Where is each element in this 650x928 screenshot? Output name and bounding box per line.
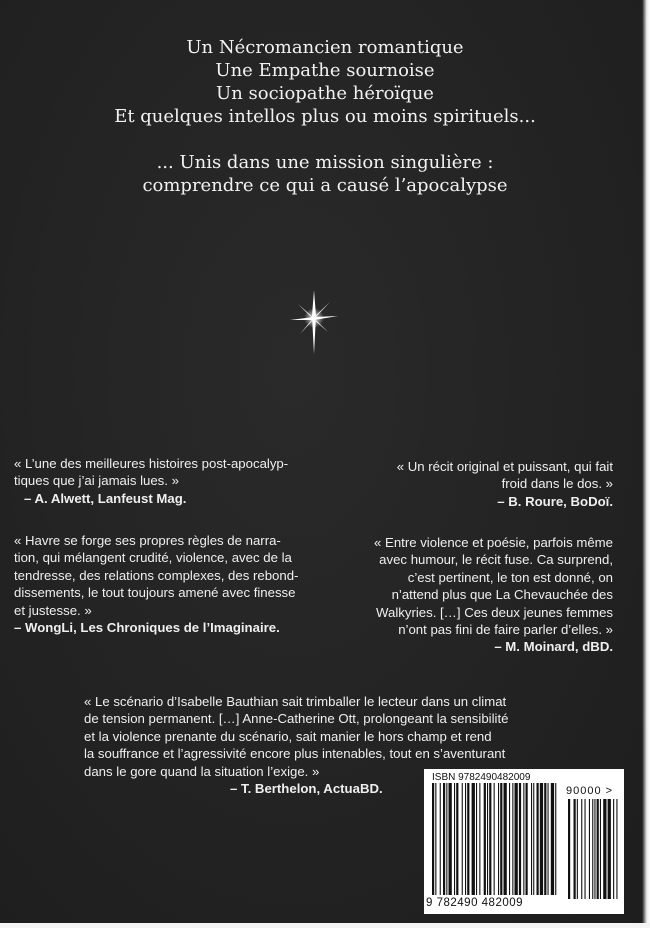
quote-line: n’ont pas fini de faire parler d’elles. »: [398, 622, 613, 638]
barcode-addon: 90000 >: [566, 785, 614, 797]
mission-line: comprendre ce qui a causé l’apocalypse: [142, 175, 508, 196]
quote-line: Walkyries. […] Ces deux jeunes femmes: [376, 604, 613, 620]
review-quote: [328, 534, 613, 656]
intro-line: Un sociopathe héroïque: [216, 83, 434, 104]
quote-line: c’est pertinent, le ton est donné, on: [407, 569, 613, 585]
intro-line: Un Nécromancien romantique: [186, 37, 464, 58]
quote-line: dans le gore quand la situation l’exige. »: [84, 763, 320, 779]
quote-line: de tension permanent. […] Anne-Catherine Ott, prolongeant la sensibilité: [84, 711, 509, 727]
page-edge: [642, 0, 650, 928]
quote-line: « Havre se forge ses propres règles de narra-: [14, 533, 281, 548]
barcode-digits: 9 782490 482009: [426, 897, 524, 909]
quote-line: tion, qui mélangent crudité, violence, avec de la: [14, 550, 292, 566]
review-quote: [14, 455, 344, 507]
spacer: [0, 128, 650, 151]
page-edge: [0, 923, 650, 928]
quote-line: dissements, le tout toujours amené avec finesse: [14, 585, 296, 601]
quote-attribution: – T. Berthelon, ActuaBD.: [230, 781, 383, 797]
quote-attribution: – WongLi, Les Chroniques de l’Imaginaire.: [14, 620, 280, 636]
quote-line: n’attend plus que La Chevauchée des: [391, 587, 613, 603]
quote-line: « L’une des meilleures histoires post-apocalyp-: [14, 456, 289, 471]
review-quote: [330, 458, 613, 510]
quote-line: « Le scénario d’Isabelle Bauthian sait trimballer le lecteur dans un climat: [84, 694, 507, 709]
quote-line: « Entre violence et poésie, parfois même: [374, 535, 613, 550]
quote-line: froid dans le dos. »: [501, 476, 613, 492]
quote-line: avec humour, le récit fuse. Ca surprend,: [379, 552, 613, 568]
barcode-bars: [432, 783, 618, 901]
intro-line: Une Empathe sournoise: [215, 60, 435, 81]
quote-line: « Un récit original et puissant, qui fait: [396, 459, 613, 474]
quote-attribution: – B. Roure, BoDoï.: [497, 493, 613, 509]
quote-line: et la violence prenante du scénario, sait manier le hors champ et rend: [84, 728, 492, 744]
quote-attribution: – A. Alwett, Lanfeust Mag.: [24, 490, 187, 506]
mission-line: ... Unis dans une mission singulière :: [156, 152, 494, 173]
quote-line: la souffrance et l’agressivité encore plus intenables, tout en s’aventurant: [84, 746, 506, 762]
isbn-barcode: [424, 769, 624, 914]
sparkle-star-icon: [290, 290, 338, 354]
quote-line: et justesse. »: [14, 602, 92, 618]
isbn-label: ISBN 9782490482009: [432, 772, 531, 783]
intro-line: Et quelques intellos plus ou moins spirituels...: [114, 106, 536, 127]
quote-line: tendresse, des relations complexes, des rebond-: [14, 567, 299, 583]
review-quote: [14, 532, 344, 636]
intro-text: [0, 36, 650, 197]
quote-attribution: – M. Moinard, dBD.: [494, 639, 613, 655]
quote-line: tiques que j’ai jamais lues. »: [14, 473, 179, 489]
